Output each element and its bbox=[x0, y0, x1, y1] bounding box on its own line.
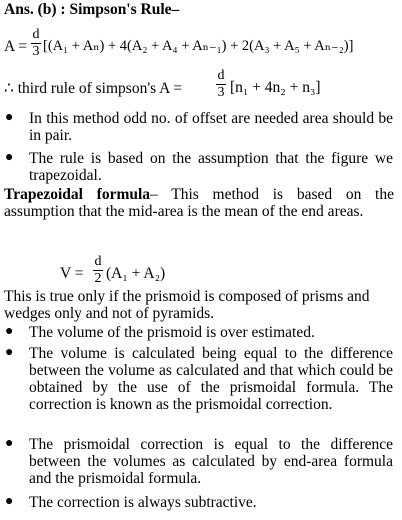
list-item: The volume of the prismoid is over estimated. bbox=[29, 324, 315, 341]
fraction-denominator: 3 bbox=[32, 44, 40, 59]
formula-simpson-body: [(A₁ + Aₙ) + 4(A₂ + A₄ + Aₙ₋₁) + 2(A₃ + A₅ + Aₙ₋₂)] bbox=[43, 38, 354, 54]
fraction-numerator: d bbox=[32, 27, 40, 42]
list-item: The correction is always subtractive. bbox=[29, 494, 257, 511]
trapezoidal-title: Trapezoidal formula bbox=[4, 186, 151, 203]
list-item: The prismoidal correction is equal to the difference between the volumes as calculated by end-area formula and the prismoidal formula. bbox=[29, 436, 393, 487]
bullet-icon: ● bbox=[5, 324, 14, 339]
formula-third-rule-fraction bbox=[216, 69, 226, 100]
formula-trapezoidal-lhs: V = bbox=[60, 265, 84, 282]
bullet-icon: ● bbox=[5, 494, 14, 509]
formula-trapezoidal-body: (A₁ + A₂) bbox=[106, 265, 166, 282]
fraction-numerator: d bbox=[217, 68, 225, 83]
fraction-denominator: 3 bbox=[217, 85, 225, 100]
bullet-icon: ● bbox=[5, 150, 14, 165]
answer-heading: Ans. (b) : Simpson's Rule– bbox=[4, 1, 180, 18]
list-item: In this method odd no. of offset are needed area should be in pair. bbox=[29, 110, 393, 144]
list-item: The volume is calculated being equal to the difference between the volume as calculated and that which could be obtained by the use of the prismoidal formula. The correction is known as the prismoidal correction. bbox=[29, 345, 393, 413]
formula-trapezoidal-fraction bbox=[93, 255, 103, 286]
trapezoidal-text: – This method is based on the assumption that the mid-area is the mean of the end areas. bbox=[4, 186, 394, 220]
fraction-denominator: 2 bbox=[94, 271, 102, 286]
bullet-icon: ● bbox=[5, 436, 14, 451]
bullet-icon: ● bbox=[5, 345, 14, 360]
bullet-icon: ● bbox=[5, 110, 14, 125]
fraction-numerator: d bbox=[94, 254, 102, 269]
trapezoidal-paragraph bbox=[4, 186, 394, 220]
formula-simpson-lhs: A = bbox=[4, 38, 27, 55]
list-item: The rule is based on the assumption that the figure we trapezoidal. bbox=[29, 150, 393, 184]
formula-third-rule-prefix: ∴ third rule of simpson's A = bbox=[4, 80, 183, 97]
prismoid-note: This is true only if the prismoid is composed of prisms and wedges only and not of pyramids. bbox=[4, 288, 370, 322]
formula-simpson-fraction bbox=[31, 28, 41, 59]
formula-third-rule-body: [n₁ + 4n₂ + n₃] bbox=[230, 79, 321, 96]
